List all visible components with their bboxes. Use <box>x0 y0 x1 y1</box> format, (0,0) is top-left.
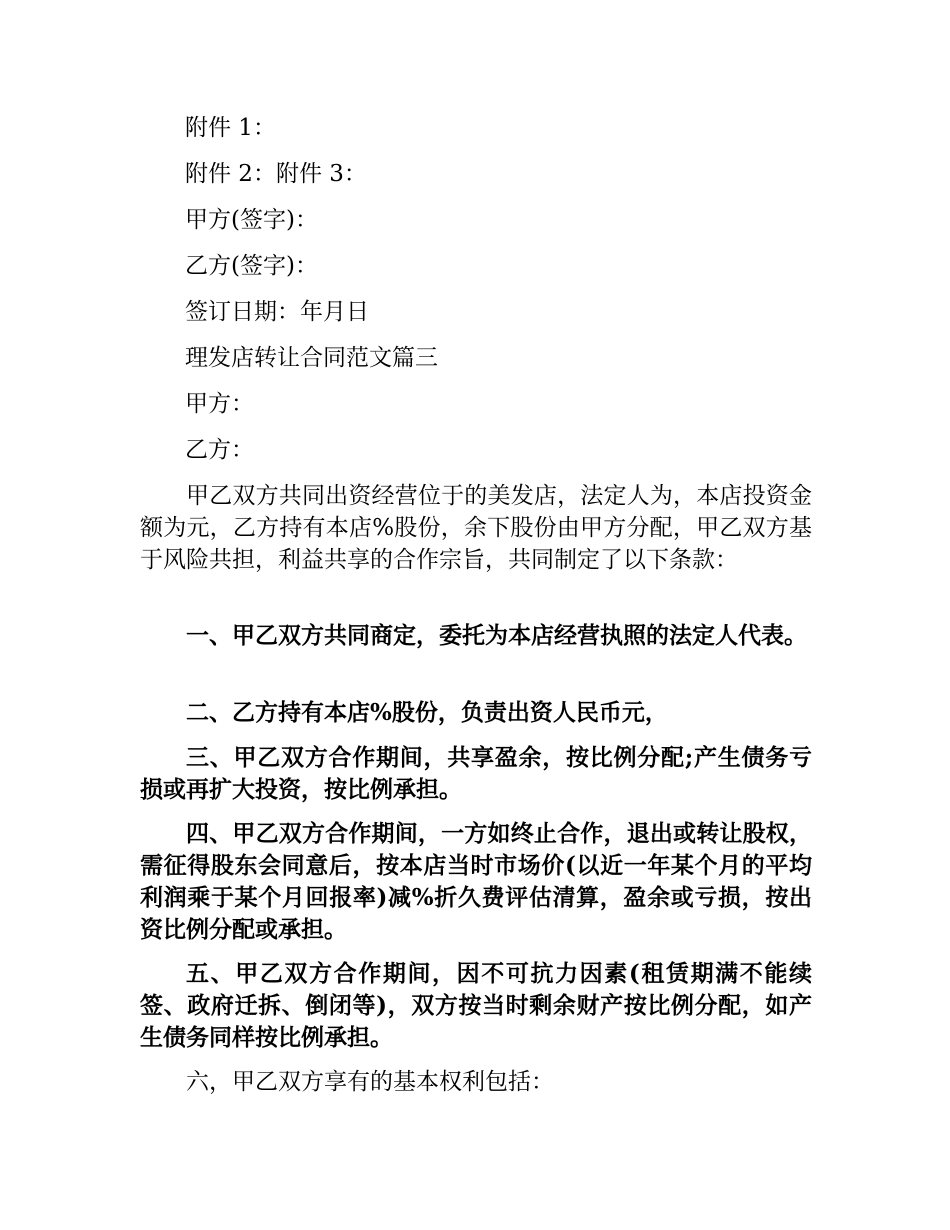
sign-date-line: 签订日期：年月日 <box>185 299 369 325</box>
attachment-1-line: 附件 1： <box>185 115 276 141</box>
clause-2: 二、乙方持有本店%股份，负责出资人民币元， <box>186 699 668 726</box>
clause-1: 一、甲乙双方共同商定，委托为本店经营执照的法定人代表。 <box>186 622 807 649</box>
intro-paragraph: 甲乙双方共同出资经营位于的美发店，法定人为，本店投资金额为元，乙方持有本店%股份，余下股份由甲方分配，甲乙双方基于风险共担，利益共享的合作宗旨，共同制定了以下条款： <box>140 483 812 573</box>
party-b-signature-line: 乙方(签字)： <box>185 253 318 279</box>
party-a-signature-line: 甲方(签字)： <box>185 207 318 233</box>
party-b-line: 乙方： <box>185 437 254 463</box>
clause-5: 五、甲乙双方合作期间，因不可抗力因素(租赁期满不能续签、政府迁拆、倒闭等)，双方按当时剩余财产按比例分配，如产生债务同样按比例承担。 <box>140 960 812 1051</box>
clause-6: 六，甲乙双方享有的基本权利包括： <box>186 1069 554 1095</box>
clause-3: 三、甲乙双方合作期间，共享盈余，按比例分配;产生债务亏损或再扩大投资，按比例承担。 <box>140 744 812 803</box>
attachment-2-3-line: 附件 2：附件 3： <box>185 161 367 187</box>
section-title: 理发店转让合同范文篇三 <box>185 345 438 371</box>
party-a-line: 甲方： <box>185 391 254 417</box>
clause-4: 四、甲乙双方合作期间，一方如终止合作，退出或转让股权，需征得股东会同意后，按本店当时市场价(以近一年某个月的平均利润乘于某个月回报率)减%折久费评估清算，盈余或亏损，按出资比例分配或承担。 <box>140 820 812 943</box>
